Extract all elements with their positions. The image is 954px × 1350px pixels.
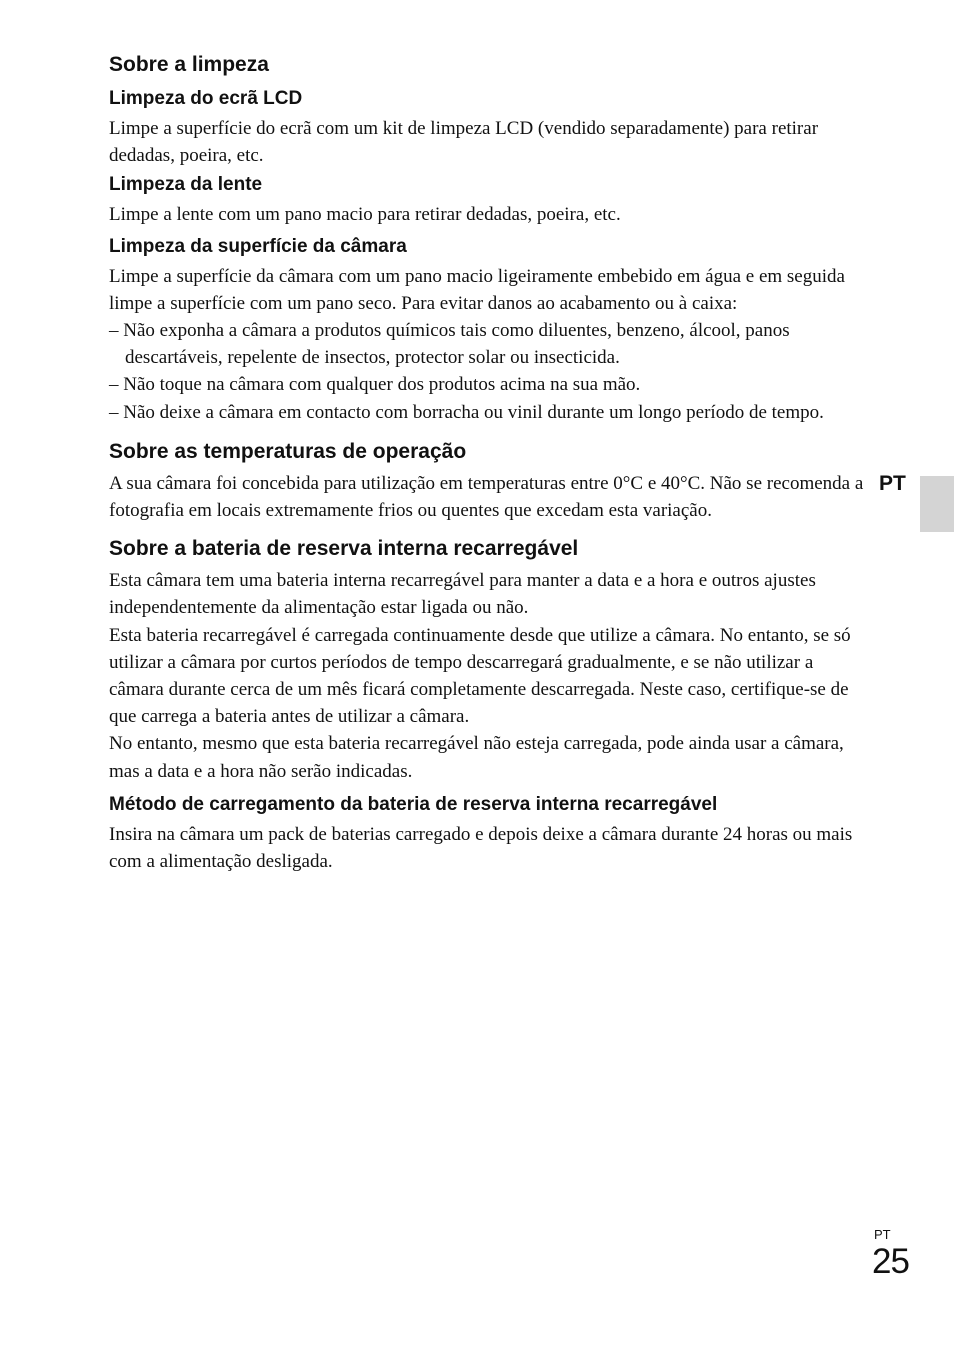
- subheading-lens-cleaning: Limpeza da lente: [109, 174, 263, 196]
- paragraph-charging-method: Insira na câmara um pack de baterias carregado e depois deixe a câmara durante 24 horas ou mais com a alimentação desligada.: [109, 823, 853, 873]
- paragraph-backup-battery-3: No entanto, mesmo que esta bateria recarregável não esteja carregada, pode ainda usar a câmara, mas a data e a hora não serão indicadas.: [109, 733, 844, 782]
- section-title-temperatures: Sobre as temperaturas de operação: [109, 439, 467, 463]
- paragraph-lcd-cleaning: Limpe a superfície do ecrã com um kit de limpeza LCD (vendido separadamente) para retirar dedadas, poeira, etc.: [109, 118, 819, 167]
- list-item: – Não deixe a câmara em contacto com borracha ou vinil durante um longo período de tempo.: [109, 401, 824, 423]
- language-tab-label: PT: [879, 472, 906, 495]
- section-title-backup-battery: Sobre a bateria de reserva interna recarregável: [109, 537, 579, 561]
- caution-list: [109, 317, 864, 426]
- paragraph-temperatures: A sua câmara foi concebida para utilização em temperaturas entre 0°C e 40°C. Não se recomenda a fotografia em locais extremamente frios ou quentes que excedam esta variação.: [109, 472, 864, 522]
- subheading-charging-method: Método de carregamento da bateria de reserva interna recarregável: [109, 793, 718, 815]
- list-item: – Não toque na câmara com qualquer dos produtos acima na sua mão.: [109, 374, 641, 396]
- page-number: 25: [872, 1242, 909, 1281]
- subheading-lcd-cleaning: Limpeza do ecrã LCD: [109, 88, 303, 109]
- footer-language-code: PT: [874, 1227, 891, 1242]
- page-content: [109, 49, 864, 875]
- paragraph-surface-cleaning: Limpe a superfície da câmara com um pano macio ligeiramente embebido em água e em seguida limpe a superfície com um pano seco. Para evitar danos ao acabamento ou à caixa:: [109, 265, 845, 314]
- subheading-surface-cleaning: Limpeza da superfície da câmara: [109, 235, 407, 257]
- paragraph-backup-battery-2: Esta bateria recarregável é carregada continuamente desde que utilize a câmara. No entanto, se só utilizar a câmara por curtos períodos de tempo descarregará gradualmente, e se não utilizar a câmara durante cerca de um mês ficará completamente descarregada. Neste caso, certifique-se de que carrega a bateria antes de utilizar a câmara.: [109, 624, 851, 728]
- list-item: – Não exponha a câmara a produtos químicos tais como diluentes, benzeno, álcool, panos descartáveis, repelente de insectos, protector solar ou insecticida.: [109, 320, 790, 369]
- paragraph-backup-battery-1: Esta câmara tem uma bateria interna recarregável para manter a data e a hora e outros ajustes independentemente da alimentação estar ligada ou não.: [109, 570, 816, 619]
- section-title-cleaning: Sobre a limpeza: [109, 53, 269, 76]
- language-side-tab: [920, 476, 954, 532]
- paragraph-lens-cleaning: Limpe a lente com um pano macio para retirar dedadas, poeira, etc.: [109, 204, 621, 226]
